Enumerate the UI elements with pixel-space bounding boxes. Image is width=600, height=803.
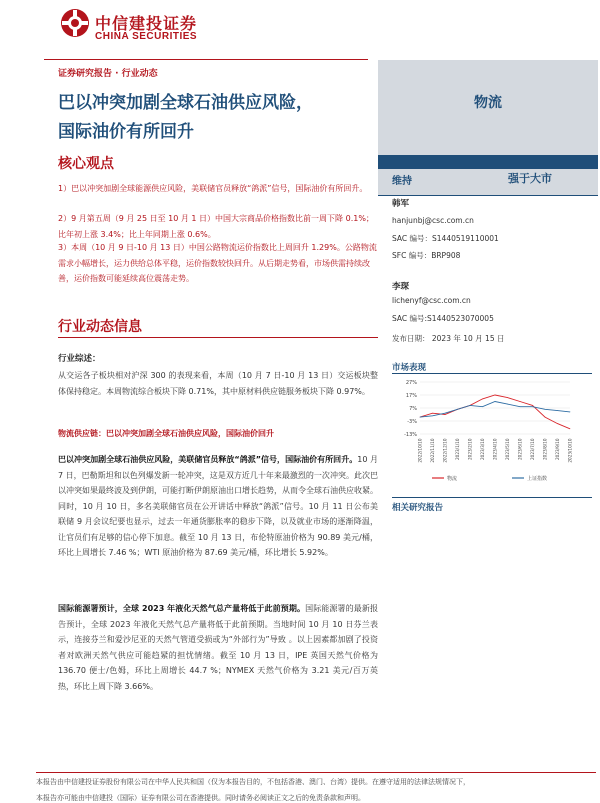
chart-xtick-label: 2023/4/10 [492,438,498,460]
chart-point [570,428,571,429]
chart-point [470,405,471,406]
core-point-3: 3）本周（10 月 9 日-10 月 13 日）中国公路物流运价指数比上周回升 1.29%。公路物流需求小幅增长，运力供给总体平稳，运价指数较快回升。从后期走势看，市场供需持续改善，运价指数可能延续高位震荡走势。 [58,243,377,283]
publish-date: 发布日期： 2023 年 10 月 15 日 [392,334,505,343]
chart-point [432,415,433,416]
summary-paragraph: 从交运各子板块相对沪深 300 的表现来看，本周（10 月 7 日-10 月 13 日）交运板块整体保持稳定。本周物流综合板块下降 0.71%，其中原材料供应链服务板块下降 0.97%。 [58,371,378,396]
header-divider [44,59,368,60]
chart-xtick-label: 2022/12/10 [442,438,448,463]
chart-point [545,409,546,410]
chart-xtick-label: 2023/10/10 [567,438,573,463]
chart-point [445,414,446,415]
analyst-2-sac: SAC 编号:S1440523070005 [392,314,494,323]
industry-divider [58,337,378,338]
related-divider [392,497,592,498]
chart-point [532,405,533,406]
chart-point [445,413,446,414]
chart-point [545,417,546,418]
chart-point [507,397,508,398]
chart-ytick-label: 17% [405,393,417,399]
supply-chain-highlight: 物流供应链：巴以冲突加剧全球石油供应风险，国际油价回升 [58,429,274,438]
market-performance-title: 市场表现 [392,363,427,373]
logo-chinese-name: 中信建投证券 [95,14,198,33]
oil-text: 10 月 7 日，巴勒斯坦和以色列爆发新一轮冲突，这是双方近几十年来最激烈的一次冲突。此次巴以冲突如果最终波及到伊朗，可能打断伊朗原油出口增长趋势，从而令全球石油供应收紧。同时，10 月 10 日，多名美联储官员在公开讲话中释放“鸽派”信号。10 月 11 日公布美联储 9 月会议纪要也显示，过去一年通货膨胀率的稳步下降，以及就业市场的逐渐降温，让官员们有足够的信心停下加息。截至 10 月 13 日，布伦特原油价格为 90.89 美元/桶，环比上周增长 7.46 %；WTI 原油价格为 87.69 美元/桶，环比增长 5.92%。 [58,455,378,557]
chart-point [482,406,483,407]
chart-point [520,406,521,407]
chart-ytick-label: -3% [407,419,417,425]
sidebar-accent-bar [378,155,598,169]
chart-ytick-label: 27% [405,380,417,386]
company-logo-icon [60,8,90,38]
chart-ytick-label: -13% [404,432,417,438]
logo-english-name: CHINA SECURITIES [95,31,198,42]
chart-point [495,401,496,402]
market-performance-chart [392,376,592,486]
oil-paragraph [58,452,378,561]
chart-point [507,404,508,405]
legend-label-1: 物流 [447,476,458,482]
report-title-line2: 国际油价有所回升 [58,122,194,142]
chart-point [557,410,558,411]
chart-xtick-label: 2023/8/10 [542,438,548,460]
core-views-title: 核心观点 [58,156,114,172]
chart-xtick-label: 2022/10/10 [417,438,423,463]
footer-divider [36,772,596,773]
analyst-1-email: hanjunbj@csc.com.cn [392,216,474,225]
related-reports-title: 相关研究报告 [392,503,444,513]
oil-lead: 巴以冲突加剧全球石油供应风险，美联储官员释放“鸽派”信号，国际油价有所回升。 [58,455,358,464]
sector-label: 物流 [474,95,502,111]
chart-series-line-1 [420,395,570,429]
industry-news-title: 行业动态信息 [58,319,142,335]
report-type: 证券研究报告 · 行业动态 [58,69,158,79]
footer-disclaimer-line2: 本报告亦可能由中信建投（国际）证券有限公司在香港提供。同时请务必阅读正文之后的免责条款和声明。 [36,794,365,802]
chart-ytick-label: 7% [409,406,417,412]
chart-xtick-label: 2023/5/10 [505,438,510,460]
chart-series-line-2 [420,402,570,418]
chart-xtick-label: 2023/6/10 [517,438,523,460]
chart-point [570,412,571,413]
chart-point [432,413,433,414]
chart-xtick-label: 2023/7/10 [530,438,535,460]
chart-xtick-label: 2023/2/10 [467,438,473,460]
chart-point [557,423,558,424]
chart-xtick-label: 2022/11/10 [430,438,435,463]
rating-divider [378,195,598,196]
gas-paragraph [58,601,378,694]
summary-label: 行业综述： [58,354,101,364]
analyst-2-email: lichenyf@csc.com.cn [392,296,471,305]
core-point-2: 2）9 月第五周（9 月 25 日至 10 月 1 日）中国大宗商品价格指数比前一周下降 0.1%；比年初上涨 3.4%；比上年同期上涨 0.6%。 [58,214,374,239]
footer-disclaimer-line1: 本报告由中信建投证券股份有限公司在中华人民共和国（仅为本报告目的，不包括香港、澳门、台湾）提供。在遵守适用的法律法规情况下， [36,778,470,786]
analyst-1-sac: SAC 编号：S1440519110001 [392,234,499,243]
legend-label-2: 上证指数 [527,476,548,482]
analyst-1-name: 韩军 [392,199,410,209]
chart-xtick-label: 2023/1/10 [455,438,460,460]
chart-xtick-label: 2023/3/10 [480,438,485,460]
chart-point [532,406,533,407]
chart-point [495,395,496,396]
chart-xtick-label: 2023/9/10 [555,438,560,460]
gas-text: 国际能源署的最新报告预计，全球 2023 年液化天然气总产量将低于此前预期。当地时间 10 月 10 日芬兰表示，连接芬兰和爱沙尼亚的天然气管道受损或为“外部行为”导致 。以上因素都加剧了投资者对欧洲天然气供应可能趋紧的担忧情绪。截至 10 月 13 日，IPE 英国天然气价格为 136.70 便士/色姆，环比上周增长 44.7 %；NYMEX 天然气价格为 3.21 美元/百万英热，环比上周下降 3.66%。 [58,604,378,691]
rating-value: 强于大市 [508,172,552,185]
report-title-line1: 巴以冲突加剧全球石油供应风险， [58,93,313,113]
analyst-1-sfc: SFC 编号：BRP908 [392,251,461,260]
gas-lead: 国际能源署预计，全球 2023 年液化天然气总产量将低于此前预期。 [58,604,306,613]
analyst-2-name: 李琛 [392,282,410,292]
market-performance-divider [392,373,592,374]
chart-point [420,417,421,418]
rating-status: 维持 [392,176,412,187]
core-point-1: 1）巴以冲突加剧全球能源供应风险，美联储官员释放“鸽派”信号，国际油价有所回升。 [58,184,368,193]
chart-point [482,399,483,400]
chart-point [520,401,521,402]
chart-point [457,409,458,410]
